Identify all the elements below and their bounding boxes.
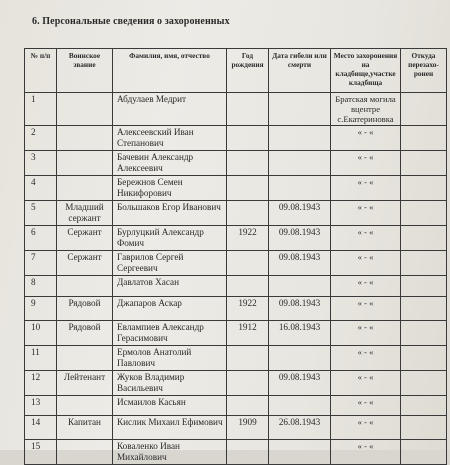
table-row — [25, 396, 447, 416]
table-row — [25, 151, 447, 176]
table-row — [25, 371, 447, 396]
rank-cell — [57, 151, 113, 176]
reburied-from-cell — [401, 396, 447, 416]
name-cell: Евлампиев Александр Герасимович — [113, 321, 227, 346]
reburied-from-cell — [401, 321, 447, 346]
header-death-date: Дата гибели или смерти — [269, 49, 331, 93]
death-date-cell — [269, 176, 331, 201]
row-number: 11 — [25, 346, 57, 371]
table-row — [25, 226, 447, 251]
burial-place-cell: « - « — [331, 440, 401, 465]
reburied-from-cell — [401, 151, 447, 176]
row-number: 4 — [25, 176, 57, 201]
table-row — [25, 201, 447, 226]
rank-cell — [57, 346, 113, 371]
burial-place-cell: « - « — [331, 126, 401, 151]
death-date-cell: 16.08.1943 — [269, 321, 331, 346]
row-number: 14 — [25, 416, 57, 440]
header-burial-place: Место захоронения на кладбище,участке кладбища — [331, 49, 401, 93]
burial-place-cell: « - « — [331, 151, 401, 176]
rank-cell — [57, 176, 113, 201]
row-number: 9 — [25, 297, 57, 321]
name-cell: Исмаилов Касьян — [113, 396, 227, 416]
name-cell: Бережнов Семен Никифорович — [113, 176, 227, 201]
reburied-from-cell — [401, 251, 447, 276]
row-number: 3 — [25, 151, 57, 176]
birth-year-cell — [227, 126, 269, 151]
birth-year-cell: 1912 — [227, 321, 269, 346]
name-cell: Ермолов Анатолий Павлович — [113, 346, 227, 371]
reburied-from-cell — [401, 93, 447, 126]
row-number: 15 — [25, 440, 57, 465]
table-row — [25, 416, 447, 440]
table-row — [25, 126, 447, 151]
reburied-from-cell — [401, 371, 447, 396]
table-row — [25, 93, 447, 126]
name-cell: Кислик Михаил Ефимович — [113, 416, 227, 440]
header-name: Фамилия, имя, отчество — [113, 49, 227, 93]
death-date-cell — [269, 396, 331, 416]
rank-cell — [57, 440, 113, 465]
header-birth-year: Год рождения — [227, 49, 269, 93]
header-rank: Воинское звание — [57, 49, 113, 93]
death-date-cell: 26.08.1943 — [269, 416, 331, 440]
death-date-cell — [269, 126, 331, 151]
death-date-cell — [269, 151, 331, 176]
birth-year-cell — [227, 151, 269, 176]
burial-place-cell: « - « — [331, 396, 401, 416]
burial-place-cell: « - « — [331, 297, 401, 321]
birth-year-cell — [227, 346, 269, 371]
reburied-from-cell — [401, 276, 447, 297]
burial-place-cell: « - « — [331, 416, 401, 440]
burial-place-cell: « - « — [331, 276, 401, 297]
burial-place-cell: « - « — [331, 371, 401, 396]
name-cell: Коваленко Иван Михайлович — [113, 440, 227, 465]
row-number: 7 — [25, 251, 57, 276]
birth-year-cell — [227, 176, 269, 201]
burial-place-cell: « - « — [331, 251, 401, 276]
death-date-cell — [269, 93, 331, 126]
reburied-from-cell — [401, 440, 447, 465]
name-cell: Гаврилов Сергей Сергеевич — [113, 251, 227, 276]
burial-place-cell: « - « — [331, 321, 401, 346]
reburied-from-cell — [401, 126, 447, 151]
death-date-cell: 09.08.1943 — [269, 226, 331, 251]
table-row — [25, 251, 447, 276]
rank-cell: Рядовой — [57, 297, 113, 321]
reburied-from-cell — [401, 297, 447, 321]
birth-year-cell — [227, 276, 269, 297]
rank-cell: Рядовой — [57, 321, 113, 346]
birth-year-cell: 1909 — [227, 416, 269, 440]
birth-year-cell: 1922 — [227, 297, 269, 321]
burial-register-table — [24, 48, 447, 465]
name-cell: Алексеевский Иван Степанович — [113, 126, 227, 151]
row-number: 13 — [25, 396, 57, 416]
reburied-from-cell — [401, 226, 447, 251]
reburied-from-cell — [401, 416, 447, 440]
table-row — [25, 297, 447, 321]
rank-cell: Лейтенант — [57, 371, 113, 396]
name-cell: Джапаров Аскар — [113, 297, 227, 321]
table-row — [25, 440, 447, 465]
name-cell: Бурлуцкий Александр Фомич — [113, 226, 227, 251]
burial-place-cell: « - « — [331, 346, 401, 371]
table-row — [25, 176, 447, 201]
reburied-from-cell — [401, 176, 447, 201]
table-row — [25, 321, 447, 346]
row-number: 6 — [25, 226, 57, 251]
death-date-cell — [269, 276, 331, 297]
birth-year-cell — [227, 201, 269, 226]
row-number: 2 — [25, 126, 57, 151]
section-heading: 6. Персональные сведения о захороненных — [32, 16, 230, 27]
row-number: 8 — [25, 276, 57, 297]
birth-year-cell — [227, 251, 269, 276]
rank-cell: Сержант — [57, 226, 113, 251]
burial-place-cell: Братская могила вцентре с.Екатериновка — [331, 93, 401, 126]
death-date-cell: 09.08.1943 — [269, 371, 331, 396]
birth-year-cell — [227, 396, 269, 416]
rank-cell — [57, 276, 113, 297]
rank-cell — [57, 126, 113, 151]
birth-year-cell: 1922 — [227, 226, 269, 251]
birth-year-cell — [227, 440, 269, 465]
birth-year-cell — [227, 93, 269, 126]
reburied-from-cell — [401, 346, 447, 371]
reburied-from-cell — [401, 201, 447, 226]
burial-place-cell: « - « — [331, 176, 401, 201]
row-number: 5 — [25, 201, 57, 226]
rank-cell: Капитан — [57, 416, 113, 440]
header-reburied-from: Откуда перезахо-ронен — [401, 49, 447, 93]
death-date-cell: 09.08.1943 — [269, 251, 331, 276]
death-date-cell — [269, 440, 331, 465]
header-row — [25, 49, 447, 93]
name-cell: Большаков Егор Иванович — [113, 201, 227, 226]
rank-cell — [57, 93, 113, 126]
rank-cell — [57, 396, 113, 416]
rank-cell: Младший сержант — [57, 201, 113, 226]
death-date-cell: 09.08.1943 — [269, 201, 331, 226]
death-date-cell: 09.08.1943 — [269, 297, 331, 321]
name-cell: Абдулаев Медрит — [113, 93, 227, 126]
row-number: 12 — [25, 371, 57, 396]
header-num: № п/п — [25, 49, 57, 93]
table-row — [25, 346, 447, 371]
name-cell: Давлатов Хасан — [113, 276, 227, 297]
rank-cell: Сержант — [57, 251, 113, 276]
table-row — [25, 276, 447, 297]
row-number: 1 — [25, 93, 57, 126]
name-cell: Жуков Владимир Васильевич — [113, 371, 227, 396]
burial-place-cell: « - « — [331, 201, 401, 226]
row-number: 10 — [25, 321, 57, 346]
death-date-cell — [269, 346, 331, 371]
burial-place-cell: « - « — [331, 226, 401, 251]
name-cell: Бачевин Александр Алексеевич — [113, 151, 227, 176]
birth-year-cell — [227, 371, 269, 396]
